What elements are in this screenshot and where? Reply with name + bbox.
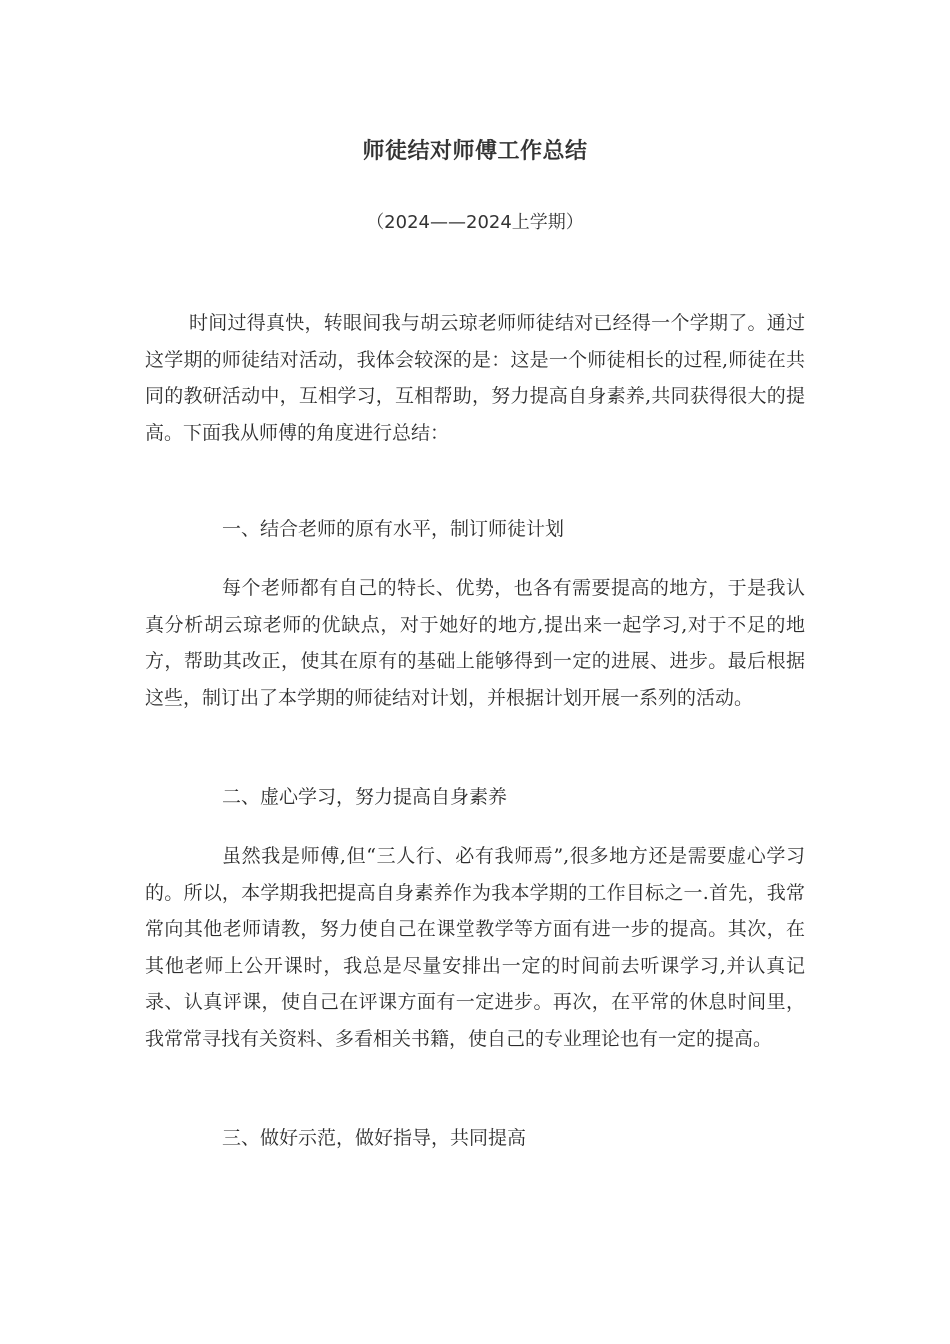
section-heading-2: 二、虚心学习，努力提高自身素养 <box>222 786 508 808</box>
section-body-1: 每个老师都有自己的特长、优势，也各有需要提高的地方，于是我认真分析胡云琼老师的优缺点，对于她好的地方,提出来一起学习,对于不足的地方，帮助其改正，使其在原有的基础上能够得到一定的进展、进步。最后根据这些，制订出了本学期的师徒结对计划，并根据计划开展一系列的活动。 <box>145 577 805 709</box>
section-body-2: 虽然我是师傅,但“三人行、必有我师焉”,很多地方还是需要虚心学习的。所以，本学期我把提高自身素养作为我本学期的工作目标之一.首先，我常常向其他老师请教，努力使自己在课堂教学等方面有进一步的提高。其次，在其他老师上公开课时，我总是尽量安排出一定的时间前去听课学习,并认真记录、认真评课，使自己在评课方面有一定进步。再次，在平常的休息时间里，我常常寻找有关资料、多看相关书籍，使自己的专业理论也有一定的提高。 <box>145 845 805 1050</box>
intro-paragraph: 时间过得真快，转眼间我与胡云琼老师师徒结对已经得一个学期了。通过这学期的师徒结对活动，我体会较深的是：这是一个师徒相长的过程,师徒在共同的教研活动中，互相学习，互相帮助，努力提高自身素养,共同获得很大的提高。下面我从师傅的角度进行总结： <box>145 312 805 444</box>
document-title: 师徒结对师傅工作总结 <box>362 139 588 164</box>
document-subtitle: （2024——2024上学期） <box>366 212 584 233</box>
section-heading-1: 一、结合老师的原有水平，制订师徒计划 <box>222 518 565 540</box>
section-heading-3: 三、做好示范，做好指导，共同提高 <box>222 1127 527 1149</box>
